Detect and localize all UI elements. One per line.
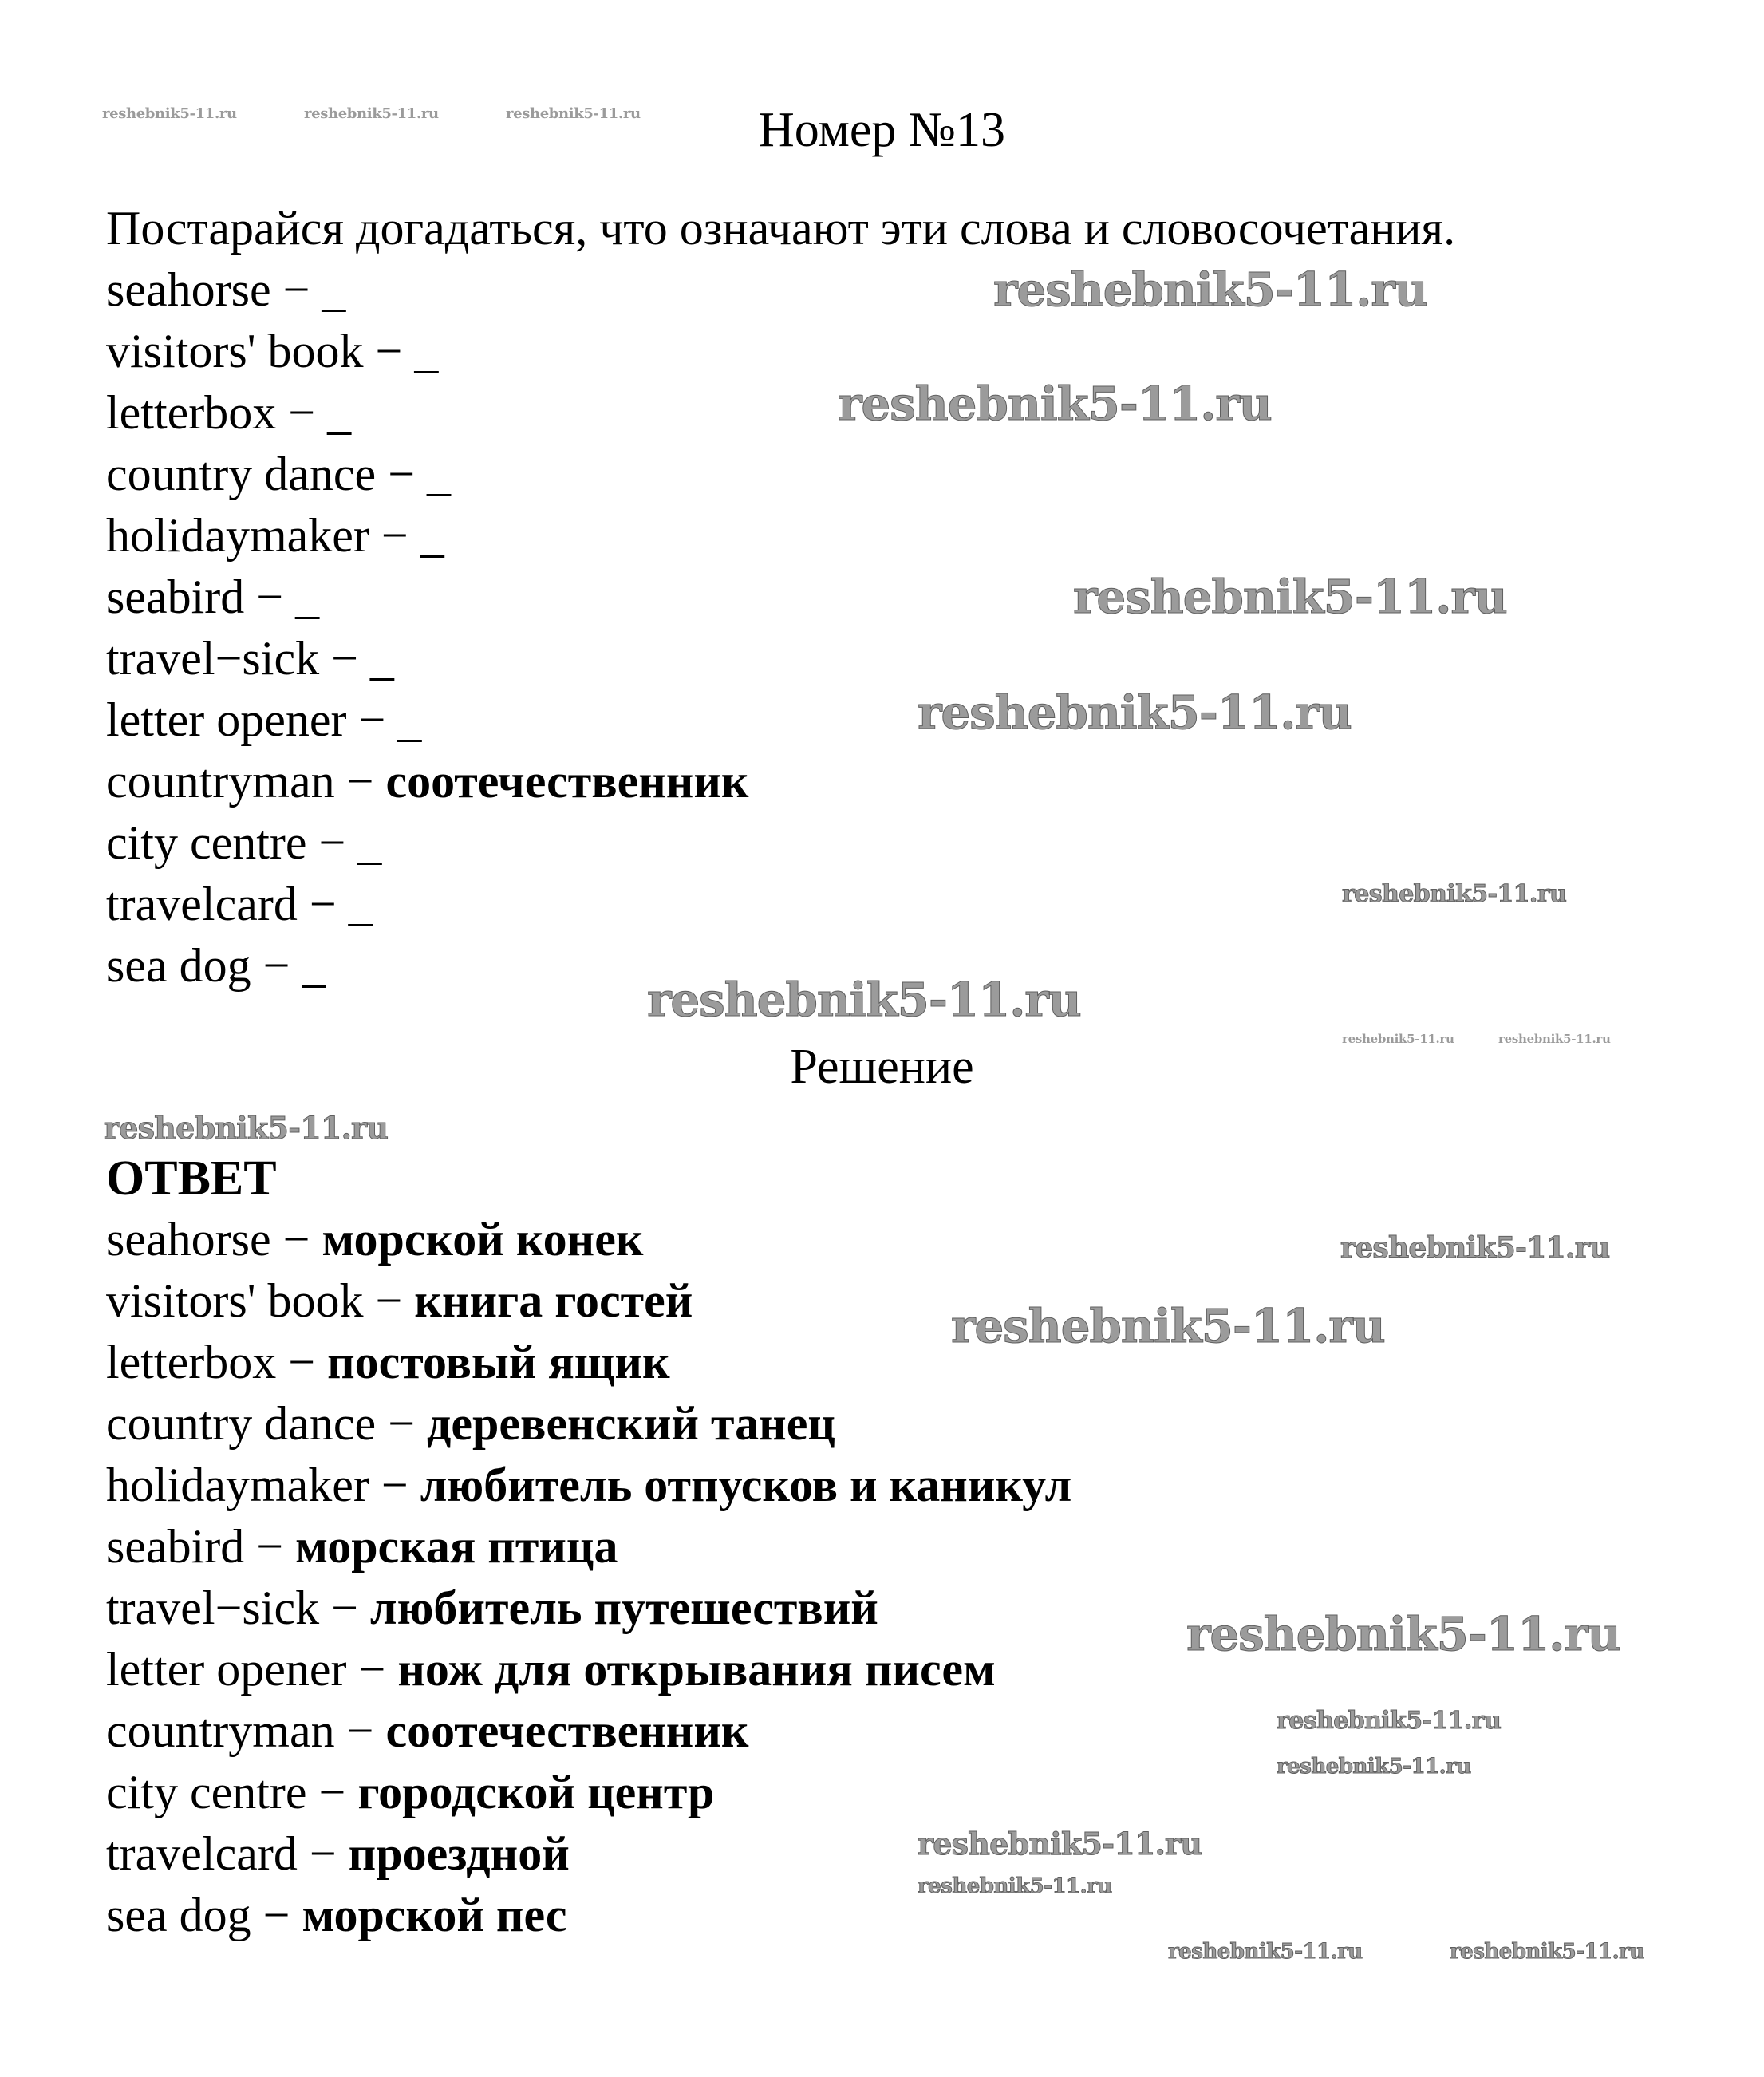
term: letter opener — [106, 1643, 347, 1696]
term: city centre — [106, 816, 307, 869]
term: country dance — [106, 448, 377, 500]
watermark: reshebnik5-11.ru — [1498, 1032, 1611, 1046]
list-item — [106, 323, 438, 379]
dash-separator: − — [319, 1581, 370, 1634]
translation: нож для открывания писем — [397, 1643, 996, 1696]
term: seabird — [106, 571, 245, 623]
translation: _ — [369, 632, 394, 685]
term: country dance — [106, 1397, 377, 1450]
term: travelcard — [106, 878, 298, 930]
translation: книга гостей — [414, 1274, 693, 1327]
watermark: reshebnik5-11.ru — [1277, 1755, 1471, 1779]
watermark: reshebnik5-11.ru — [1342, 1032, 1454, 1046]
watermark: reshebnik5-11.ru — [993, 263, 1427, 317]
translation: любитель отпусков и каникул — [420, 1459, 1072, 1511]
dash-separator: − — [363, 1274, 415, 1327]
list-item — [106, 1703, 749, 1759]
dash-separator: − — [244, 571, 296, 623]
list-item — [106, 753, 749, 809]
dash-separator: − — [369, 1459, 420, 1511]
watermark: reshebnik5-11.ru — [838, 377, 1272, 431]
dash-separator: − — [251, 939, 302, 992]
translation: морской пес — [302, 1889, 567, 1941]
term: travel−sick — [106, 1581, 320, 1634]
translation: _ — [302, 939, 326, 992]
term: holidaymaker — [106, 509, 369, 562]
list-item — [106, 630, 394, 686]
watermark: reshebnik5-11.ru — [1450, 1940, 1644, 1964]
term: sea dog — [106, 1889, 251, 1941]
page-title: Номер №13 — [758, 103, 1005, 157]
translation: _ — [327, 386, 352, 439]
watermark: reshebnik5-11.ru — [918, 1826, 1202, 1862]
term: countryman — [106, 1704, 335, 1757]
translation: любитель путешествий — [369, 1581, 878, 1634]
list-item — [106, 569, 319, 625]
term: seahorse — [106, 263, 271, 316]
list-item — [106, 1211, 643, 1267]
watermark: reshebnik5-11.ru — [918, 1874, 1112, 1898]
term: sea dog — [106, 939, 251, 992]
watermark: reshebnik5-11.ru — [304, 105, 439, 122]
term: visitors' book — [106, 1274, 364, 1327]
translation: _ — [348, 878, 373, 930]
translation: _ — [357, 816, 382, 869]
translation: соотечественник — [385, 755, 749, 808]
translation: _ — [420, 509, 444, 562]
dash-separator: − — [376, 448, 428, 500]
list-item — [106, 1457, 1071, 1513]
answer-label: ОТВЕТ — [106, 1151, 277, 1206]
watermark: reshebnik5-11.ru — [1340, 1231, 1610, 1265]
term: seabird — [106, 1520, 245, 1573]
translation: постовый ящик — [327, 1336, 670, 1388]
dash-separator: − — [346, 1643, 398, 1696]
translation: _ — [295, 571, 320, 623]
translation: деревенский танец — [427, 1397, 835, 1450]
term: letterbox — [106, 1336, 277, 1388]
dash-separator: − — [306, 1766, 358, 1818]
translation: морская птица — [295, 1520, 618, 1573]
term: visitors' book — [106, 325, 364, 377]
dash-separator: − — [376, 1397, 428, 1450]
dash-separator: − — [369, 509, 420, 562]
watermark: reshebnik5-11.ru — [1277, 1707, 1502, 1735]
watermark: reshebnik5-11.ru — [951, 1299, 1385, 1353]
term: letterbox — [106, 386, 277, 439]
translation: _ — [427, 448, 452, 500]
translation: морской конек — [322, 1213, 644, 1266]
watermark: reshebnik5-11.ru — [918, 685, 1352, 740]
watermark: reshebnik5-11.ru — [1073, 570, 1507, 624]
list-item — [106, 1887, 566, 1943]
list-item — [106, 815, 381, 871]
term: city centre — [106, 1766, 307, 1818]
instruction: Постарайся догадаться, что означают эти слова и словосочетания. — [106, 202, 1456, 255]
dash-separator: − — [306, 816, 358, 869]
solution-heading: Решение — [790, 1040, 974, 1094]
list-item — [106, 1826, 570, 1882]
dash-separator: − — [363, 325, 415, 377]
dash-separator: − — [334, 755, 386, 808]
dash-separator: − — [251, 1889, 302, 1941]
list-item — [106, 1273, 693, 1329]
term: travel−sick — [106, 632, 320, 685]
translation: _ — [397, 693, 422, 746]
translation: _ — [414, 325, 439, 377]
dash-separator: − — [334, 1704, 386, 1757]
dash-separator: − — [346, 693, 398, 746]
term: countryman — [106, 755, 335, 808]
watermark: reshebnik5-11.ru — [1168, 1940, 1363, 1964]
list-item — [106, 1396, 835, 1451]
watermark: reshebnik5-11.ru — [1186, 1607, 1620, 1661]
translation: _ — [322, 263, 346, 316]
translation: городской центр — [357, 1766, 715, 1818]
watermark: reshebnik5-11.ru — [104, 1110, 389, 1146]
term: seahorse — [106, 1213, 271, 1266]
dash-separator: − — [319, 632, 370, 685]
list-item — [106, 876, 373, 932]
dash-separator: − — [297, 1827, 349, 1880]
dash-separator: − — [270, 1213, 322, 1266]
dash-separator: − — [297, 878, 349, 930]
term: holidaymaker — [106, 1459, 369, 1511]
list-item — [106, 938, 326, 993]
list-item — [106, 1764, 714, 1820]
term: travelcard — [106, 1827, 298, 1880]
dash-separator: − — [244, 1520, 296, 1573]
dash-separator: − — [276, 386, 328, 439]
list-item — [106, 262, 345, 318]
list-item — [106, 1580, 878, 1636]
list-item — [106, 1641, 996, 1697]
list-item — [106, 385, 351, 440]
dash-separator: − — [270, 263, 322, 316]
dash-separator: − — [276, 1336, 328, 1388]
list-item — [106, 1334, 670, 1390]
list-item — [106, 1518, 618, 1574]
list-item — [106, 446, 451, 502]
watermark: reshebnik5-11.ru — [506, 105, 641, 122]
translation: соотечественник — [385, 1704, 749, 1757]
translation: проездной — [348, 1827, 570, 1880]
term: letter opener — [106, 693, 347, 746]
list-item — [106, 692, 421, 748]
watermark: reshebnik5-11.ru — [102, 105, 237, 122]
watermark: reshebnik5-11.ru — [1342, 880, 1567, 908]
watermark: reshebnik5-11.ru — [647, 973, 1081, 1027]
list-item — [106, 507, 444, 563]
